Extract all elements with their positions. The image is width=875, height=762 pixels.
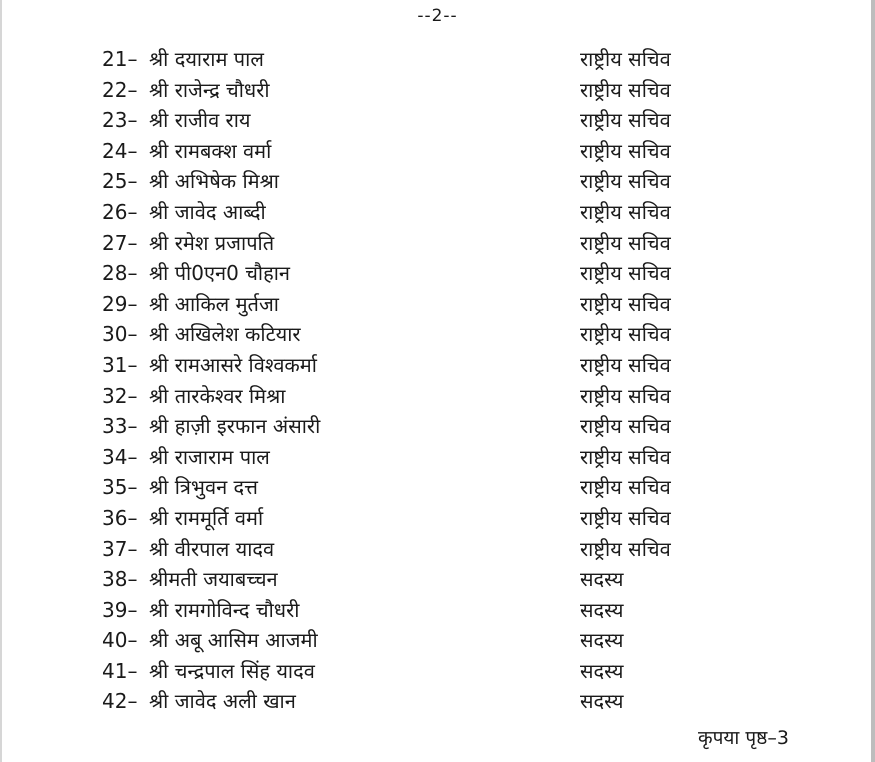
list-item	[0, 258, 875, 289]
entry-number: 29–	[102, 291, 138, 316]
entry-designation: राष्ट्रीय सचिव	[580, 199, 671, 224]
entry-name: श्री अभिषेक मिश्रा	[149, 169, 279, 194]
entry-number: 23–	[102, 108, 138, 133]
member-list	[0, 44, 875, 717]
entry-number: 30–	[102, 322, 138, 347]
entry-name: श्रीमती जयाबच्चन	[149, 567, 278, 592]
entry-designation: राष्ट्रीय सचिव	[580, 108, 671, 133]
entry-name: श्री पी0एन0 चौहान	[149, 261, 290, 286]
entry-name: श्री राजेन्द्र चौधरी	[149, 77, 270, 102]
entry-designation: राष्ट्रीय सचिव	[580, 261, 671, 286]
list-item	[0, 319, 875, 350]
entry-name: श्री अखिलेश कटियार	[149, 322, 301, 347]
list-item	[0, 595, 875, 626]
entry-name: श्री तारकेश्वर मिश्रा	[149, 383, 286, 408]
entry-name: श्री रामआसरे विश्वकर्मा	[149, 352, 317, 377]
entry-number: 35–	[102, 475, 138, 500]
entry-designation: राष्ट्रीय सचिव	[580, 322, 671, 347]
entry-designation: राष्ट्रीय सचिव	[580, 383, 671, 408]
entry-designation: सदस्य	[580, 689, 624, 714]
entry-number: 31–	[102, 352, 138, 377]
list-item	[0, 625, 875, 656]
entry-designation: राष्ट्रीय सचिव	[580, 230, 671, 255]
entry-number: 39–	[102, 597, 138, 622]
entry-name: श्री वीरपाल यादव	[149, 536, 275, 561]
entry-name: श्री अबू आसिम आजमी	[149, 628, 318, 653]
entry-number: 26–	[102, 199, 138, 224]
list-item	[0, 686, 875, 717]
entry-name: श्री चन्द्रपाल सिंह यादव	[149, 658, 315, 683]
entry-number: 42–	[102, 689, 138, 714]
continued-on-page-note: कृपया पृष्ठ–3	[698, 727, 789, 749]
entry-number: 36–	[102, 505, 138, 530]
entry-number: 34–	[102, 444, 138, 469]
entry-number: 24–	[102, 138, 138, 163]
entry-name: श्री राजाराम पाल	[149, 444, 270, 469]
entry-designation: राष्ट्रीय सचिव	[580, 47, 671, 71]
list-item	[0, 534, 875, 565]
entry-number: 41–	[102, 658, 138, 683]
entry-number: 37–	[102, 536, 138, 561]
list-item	[0, 166, 875, 197]
entry-name: श्री राजीव राय	[149, 108, 251, 133]
entry-designation: राष्ट्रीय सचिव	[580, 505, 671, 530]
entry-number: 22–	[102, 77, 138, 102]
list-item	[0, 44, 875, 75]
entry-designation: सदस्य	[580, 658, 624, 683]
entry-number: 33–	[102, 414, 138, 439]
entry-designation: राष्ट्रीय सचिव	[580, 475, 671, 500]
list-item	[0, 503, 875, 534]
list-item	[0, 289, 875, 320]
entry-name: श्री जावेद अली खान	[149, 689, 296, 714]
list-item	[0, 350, 875, 381]
list-item	[0, 136, 875, 167]
list-item	[0, 564, 875, 595]
list-item	[0, 656, 875, 687]
list-item	[0, 381, 875, 412]
entry-designation: राष्ट्रीय सचिव	[580, 138, 671, 163]
entry-name: श्री त्रिभुवन दत्त	[149, 475, 258, 500]
list-item	[0, 228, 875, 259]
entry-name: श्री आकिल मुर्तजा	[149, 291, 279, 316]
list-item	[0, 105, 875, 136]
list-item	[0, 75, 875, 106]
entry-name: श्री हाज़ी इरफान अंसारी	[149, 414, 321, 439]
entry-designation: राष्ट्रीय सचिव	[580, 77, 671, 102]
entry-name: श्री जावेद आब्दी	[149, 199, 266, 224]
list-item	[0, 197, 875, 228]
entry-number: 27–	[102, 230, 138, 255]
entry-number: 38–	[102, 567, 138, 592]
entry-designation: राष्ट्रीय सचिव	[580, 352, 671, 377]
entry-number: 28–	[102, 261, 138, 286]
list-item	[0, 472, 875, 503]
entry-name: श्री राममूर्ति वर्मा	[149, 505, 264, 530]
entry-name: श्री रामबक्श वर्मा	[149, 138, 272, 163]
entry-designation: राष्ट्रीय सचिव	[580, 414, 671, 439]
entry-name: श्री रमेश प्रजापति	[149, 230, 275, 255]
entry-number: 25–	[102, 169, 138, 194]
entry-designation: राष्ट्रीय सचिव	[580, 291, 671, 316]
entry-name: श्री दयाराम पाल	[149, 47, 264, 71]
entry-designation: सदस्य	[580, 597, 624, 622]
entry-designation: सदस्य	[580, 628, 624, 653]
entry-number: 21–	[102, 47, 138, 71]
entry-designation: सदस्य	[580, 567, 624, 592]
page-number: --2--	[417, 6, 458, 26]
list-item	[0, 411, 875, 442]
entry-name: श्री रामगोविन्द चौधरी	[149, 597, 300, 622]
entry-designation: राष्ट्रीय सचिव	[580, 169, 671, 194]
list-item	[0, 442, 875, 473]
entry-designation: राष्ट्रीय सचिव	[580, 536, 671, 561]
entry-number: 40–	[102, 628, 138, 653]
entry-designation: राष्ट्रीय सचिव	[580, 444, 671, 469]
entry-number: 32–	[102, 383, 138, 408]
